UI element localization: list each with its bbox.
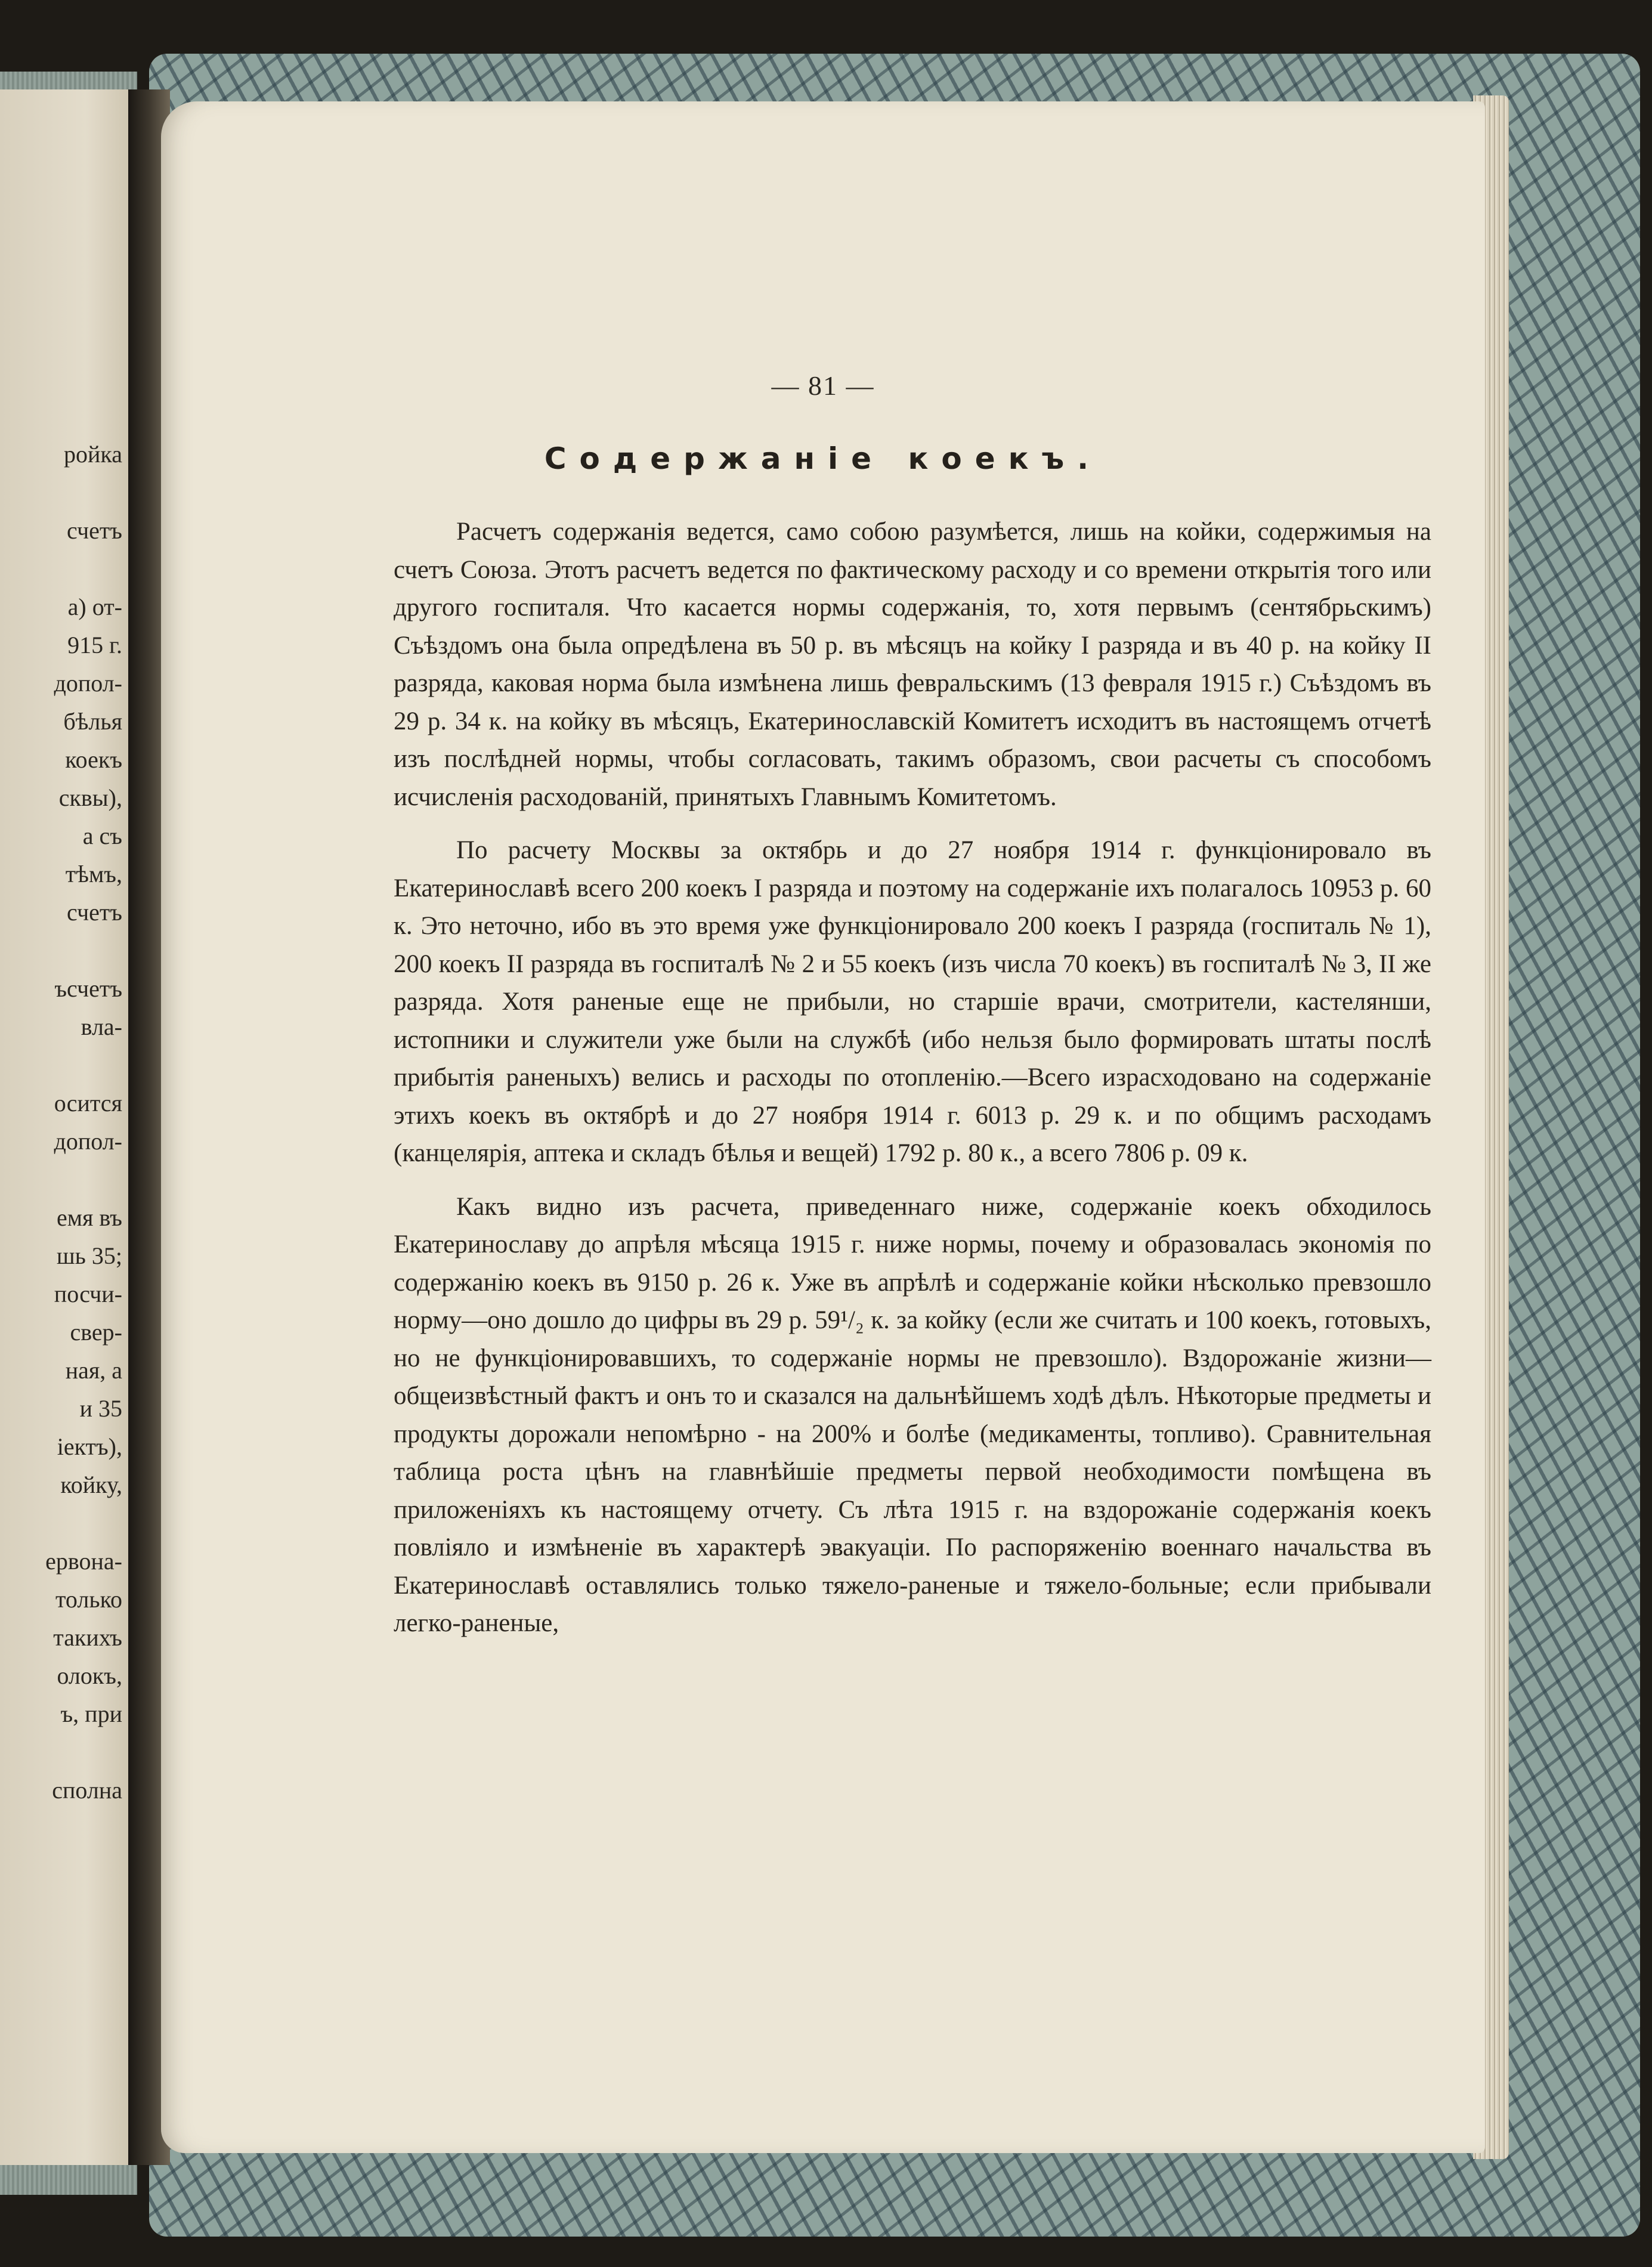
- left-page-line: допол-: [54, 670, 122, 697]
- left-page-line: только: [55, 1586, 122, 1613]
- left-page-line: счетъ: [67, 517, 122, 544]
- left-page: [0, 89, 143, 2165]
- left-page-line: а) от-: [67, 593, 122, 620]
- left-page-line: осится: [54, 1090, 122, 1117]
- body-text: [394, 513, 1431, 1658]
- paragraph: Расчетъ содержанія ведется, само собою разумѣется, лишь на койки, содержимыя на счетъ Союза. Этотъ расчетъ ведется по фактическому расходу и со времени открытія того или другого госпиталя. Что касается нормы содержанія, то, хотя первымъ (сентябрьскимъ) Съѣздомъ она была опредѣлена въ 50 р. въ мѣсяцъ на койку I разряда и въ 40 р. на койку II разряда, каковая норма была измѣнена лишь февральскимъ (13 февраля 1915 г.) Съѣздомъ въ 29 р. 34 к. на койку въ мѣсяцъ, Екатеринославскій Комитетъ исходитъ въ настоящемъ отчетѣ изъ послѣдней нормы, чтобы согласовать, такимъ образомъ, свои расчеты съ способомъ исчисленія расходованій, принятыхъ Главнымъ Комитетомъ.: [394, 518, 1431, 811]
- left-page-line: сполна: [52, 1777, 122, 1804]
- left-page-line: тѣмъ,: [65, 861, 122, 887]
- left-page-line: сквы),: [58, 784, 122, 811]
- left-page-line: ъ, при: [60, 1700, 122, 1727]
- section-title: Содержаніе коекъ.: [544, 441, 1102, 476]
- left-page-line: допол-: [54, 1128, 122, 1155]
- paragraph: Какъ видно изъ расчета, приведеннаго ниже, содержаніе коекъ обходилось Екатеринославу до апрѣля мѣсяца 1915 г. ниже нормы, почему и образовалась экономія по содержанію коекъ въ 9150 р. 26 к. Уже въ апрѣлѣ и содержаніе койки нѣсколько превзошло норму—оно дошло до цифры въ 29 р. 59¹/₂ к. за койку (если же считать и 100 коекъ, готовыхъ, но не функціонировавшихъ, то содержаніе нормы не превзошло). Вздорожаніе жизни—общеизвѣстный фактъ и онъ то и сказался на дальнѣйшемъ ходѣ дѣлъ. Нѣкоторые предметы и продукты дорожали непомѣрно - на 200% и болѣе (медикаменты, топливо). Сравнительная таблица роста цѣнъ на главнѣйшіе предметы первой необходимости помѣщена въ приложеніяхъ къ настоящему отчету. Съ лѣта 1915 г. на вздорожаніе содержанія коекъ повліяло и измѣненіе въ характерѣ эвакуаціи. По распоряженію военнаго начальства въ Екатеринославѣ оставлялись только тяжело-раненые и тяжело-больные; если прибывали легко-раненые,: [394, 1192, 1431, 1637]
- right-page: [161, 101, 1485, 2153]
- left-page-line: [0, 1504, 122, 1542]
- left-page-line: ервона-: [45, 1548, 122, 1575]
- left-page-line: емя въ: [56, 1204, 122, 1231]
- left-page-line: счетъ: [67, 899, 122, 926]
- left-page-line: олокъ,: [57, 1662, 122, 1689]
- left-page-line: [0, 1161, 122, 1199]
- left-page-line: іектъ),: [57, 1433, 122, 1460]
- left-page-line: [0, 1733, 122, 1771]
- paragraph: По расчету Москвы за октябрь и до 27 ноября 1914 г. функціонировало въ Екатеринославѣ всего 200 коекъ I разряда и поэтому на содержаніе ихъ полагалось 10953 р. 60 к. Это неточно, ибо въ это время уже функціонировало 200 коекъ I разряда (госпиталь № 1), 200 коекъ II разряда въ госпиталѣ № 2 и 55 коекъ (изъ числа 70 коекъ) въ госпиталѣ № 3, II же разряда. Хотя раненые еще не прибыли, но старшіе врачи, смотрители, кастелянши, истопники и служители уже были на службѣ (ибо нельзя было формировать штаты послѣ прибытія раненыхъ) велись и расходы по отопленію.—Всего израсходовано на содержаніе этихъ коекъ въ октябрѣ и до 27 ноября 1914 г. 6013 р. 29 к. и по общимъ расходамъ (канцелярія, аптека и складъ бѣлья и вещей) 1792 р. 80 к., а всего 7806 р. 09 к.: [394, 836, 1431, 1167]
- left-page-line: ъсчетъ: [54, 975, 122, 1002]
- left-page-line: 915 г.: [67, 632, 122, 658]
- left-page-line: бѣлья: [63, 708, 122, 735]
- left-page-line: шь 35;: [56, 1242, 122, 1269]
- left-page-line: такихъ: [53, 1624, 122, 1651]
- left-page-line: [0, 550, 122, 588]
- left-page-line: ная, а: [65, 1357, 122, 1384]
- left-page-line: ройка: [64, 441, 122, 468]
- left-page-line: [0, 474, 122, 512]
- left-page-line: посчи-: [54, 1281, 122, 1307]
- left-page-line: коекъ: [65, 746, 122, 773]
- left-page-line: и 35: [79, 1395, 122, 1422]
- left-page-line: койку,: [60, 1471, 122, 1498]
- left-page-line: [0, 1046, 122, 1084]
- left-page-line: [0, 932, 122, 970]
- left-page-line: а съ: [82, 822, 122, 849]
- left-page-line: свер-: [70, 1319, 122, 1346]
- page-number: — 81 —: [771, 370, 875, 401]
- left-page-line: вла-: [81, 1013, 122, 1040]
- left-page-text-fragments: [0, 435, 122, 1810]
